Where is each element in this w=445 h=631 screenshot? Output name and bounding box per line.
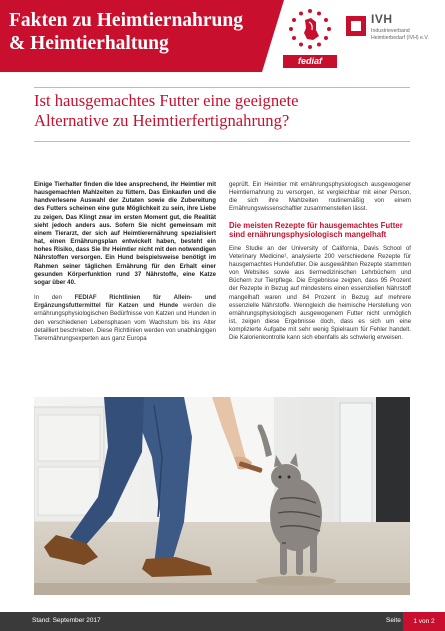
ivh-mark-icon	[346, 16, 366, 36]
header-title-line1: Fakten zu Heimtiernahrung	[9, 10, 243, 31]
fediaf-guidelines-paragraph	[34, 294, 216, 343]
right-paragraph-2: Eine Studie an der University of California, Davis School of Veterinary Medicine¹, analysierte 200 verschiedene Rezepte für hausgemachtes Hundefutter. Die ausgewählten Rezepte stammten von Websites sowie aus tiermedizinischen Lehrbüchern und Büchern zur Tierpflege. Die Ergebnisse zeigten, dass 95 Prozent der Rezepte in Bezug auf mindestens einen essenziellen Nährstoff mangelhaft waren und 84 Prozent in Bezug auf mehrere essenzielle Nährstoffe. Wenngleich die heimische Herstellung von ernährungsphysiologisch ausgewogenem Futter nicht unmöglich ist, zeigen diese Ergebnisse doch, dass es sich um eine komplizierte Aufgabe mit sehr wenig Spielraum für Fehler handelt. Die Kalorienkontrolle kann sich ebenfalls als schwierig erweisen.	[229, 244, 411, 342]
headline-rule-top	[34, 87, 410, 88]
ivh-subtitle-line1: Industrieverband	[371, 28, 410, 34]
left-column	[34, 181, 216, 350]
para2-prefix: In den	[34, 294, 75, 302]
lead-paragraph: Einige Tierhalter finden die Idee ansprechend, ihr Heimtier mit hausgemachten Mahlzeiten zu füttern. Das Einkaufen und die handverlesene Auswahl der Zutaten sowie die Zubereitung des Futters scheinen eine gute Möglichkeit zu sein, ihre Liebe zu zeigen. Das Klingt zwar im ersten Moment gut, die Realität sieht jedoch anders aus. Sofern Sie nicht gemeinsam mit einem Tierarzt, der sich auf Heimtierernährung spezialisiert hat, einen Ernährungsplan entwickelt haben, besteht ein hohes Risiko, dass Sie Ihr Heimtier nicht mit den notwendigen Nährstoffen versorgen. Ein Hund beispielsweise benötigt im Rahmen seiner täglichen Ernährung für den Erhalt einer gesunden Körperfunktion rund 37 Nährstoffe, eine Katze sogar über 40.	[34, 181, 216, 286]
fediaf-guidelines-title: FEDIAF Richtlinien für Allein- und Ergänzungsfuttermittel für Katzen und Hunde	[34, 294, 217, 310]
headline-line1: Ist hausgemachtes Futter eine geeignete	[34, 91, 299, 110]
ivh-name: IVH	[371, 12, 393, 26]
footer-page-label: Seite	[386, 617, 401, 624]
headline-line2: Alternative zu Heimtierfertignahrung?	[34, 111, 290, 130]
feeding-scene-illustration	[34, 397, 410, 595]
header-title-line2: & Heimtierhaltung	[9, 33, 169, 54]
footer-date: Stand: September 2017	[32, 617, 101, 624]
fediaf-logo	[283, 6, 337, 68]
ivh-logo	[346, 10, 442, 50]
header-title	[9, 9, 259, 55]
photo-person-feeding-cat	[34, 397, 410, 595]
fediaf-stars-icon	[283, 6, 337, 56]
ivh-subtitle	[371, 28, 445, 42]
header-wedge	[262, 0, 284, 72]
page-headline	[34, 91, 414, 131]
page-footer	[0, 612, 445, 631]
ivh-subtitle-line2: Heimtierbedarf (IVH) e.V.	[371, 35, 429, 41]
footer-page-number: 1 von 2	[403, 612, 445, 631]
para2-rest: werden die ernährungsphysiologischen Bedürfnisse von Katzen und Hunden in den verschiedenen Lebensphasen vom Wachstum bis ins Alter detailliert beschrieben. Diese Richtlinien werden von unabhängigen Tierernährungsexperten aus ganz Europa	[34, 302, 216, 342]
right-column	[229, 181, 411, 350]
right-paragraph-1: geprüft. Ein Heimtier mit ernährungsphysiologisch ausgewogener Heimtiernahrung zu versorgen, ist vergleichbar mit einer Person, die sich ihre Mahlzeiten routinemäßig von einem Ernährungswissenschaftler zusammenstellen lässt.	[229, 181, 411, 213]
fediaf-label: fediaf	[283, 55, 337, 68]
section-subheading: Die meisten Rezepte für hausgemachtes Futter sind ernährungsphysiologisch mangelhaft	[229, 220, 403, 240]
headline-rule-bottom	[34, 141, 410, 142]
